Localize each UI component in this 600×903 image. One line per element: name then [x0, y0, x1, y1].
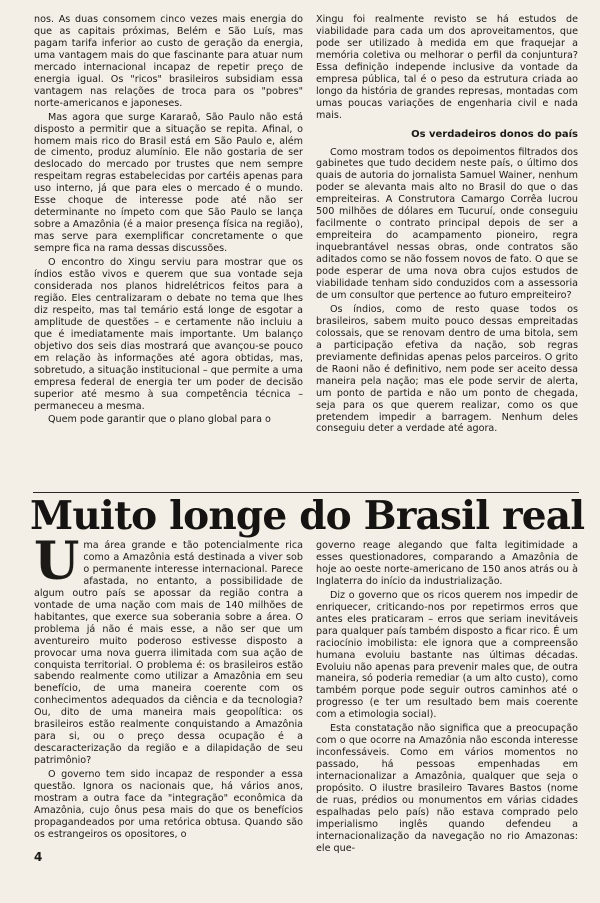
paragraph: Mas agora que surge Kararaô, São Paulo não está disposto a permitir que a situação se repita. Afinal, o homem mais rico do Brasil está em São Paulo e, além de cimento, produz alumínio. Ele não gostaria de ser deslocado do mercado por trustes que nem sempre respeitam regras estabelecidas por cartéis apenas para uso interno, já que para eles o mercado é o mundo. Esse choque de interesse pode até não ser determinante no ímpeto com que São Paulo se lança sobre a Amazônia (é a maior presença física na região), mas serve para exemplificar concretamente o que sempre fica na rama dessas discussões.	[34, 111, 303, 255]
paragraph: Diz o governo que os ricos querem nos impedir de enriquecer, criticando-nos por repetirmos erros que antes eles praticaram – erros que seriam inevitáveis para qualquer país também disposto a ficar rico. É um raciocínio imobilista: ele ignora que a compreensão humana evoluiu bastante nas últimas décadas. Evoluiu não apenas para prevenir males que, de outra maneira, só poderia remediar (a um alto custo), como também porque pode seguir outros caminhos até o progresso (e ter um resultado bem mais coerente com a etimologia social).	[316, 589, 578, 721]
article-column-top-left	[34, 14, 303, 426]
paragraph: nos. As duas consomem cinco vezes mais energia do que as capitais próximas, Belém e São Luís, mas pagam tarifa inferior ao custo de geração da energia, uma vantagem mais do que fascinante para atuar num mercado internacional incapaz de repetir preço de energia igual. Os "ricos" brasileiros subsidiam essa vantagem nas relações de troca para os "pobres" norte-americanos e japoneses.	[34, 14, 303, 109]
page-number: 4	[34, 850, 43, 864]
section-subheading: Os verdadeiros donos do país	[411, 128, 578, 140]
article-column-top-right	[316, 14, 578, 435]
paragraph: Os índios, como de resto quase todos os brasileiros, sabem muito pouco dessas empreitadas colossais, que se renovam dentro de uma bitola, sem a participação efetiva da nação, sob regras previamente definidas apenas pelos parceiros. O grito de Raoni não é definitivo, nem pode ser aceito dessa maneira pela nação; mas ele pode servir de alerta, um ponto de partida e não um ponto de chegada, seja para os que querem realizar, como os que pretendem impedir a barragem. Nenhum deles conseguiu deter a verdade até agora.	[316, 303, 578, 435]
article-headline: Muito longe do Brasil real	[30, 493, 585, 539]
paragraph: O encontro do Xingu serviu para mostrar que os índios estão vivos e querem que sua vontade seja considerada nos planos hidrelétricos feitos para a região. Eles centralizaram o debate no tema que lhes diz respeito, mas tal temário está longe de esgotar a amplitude de questões – e certamente não incluiu a que é imediatamente mais importante. Um balanço objetivo dos seis dias mostrará que avançou-se pouco em relação às informações até agora obtidas, mas, sobretudo, a situação institucional – que permite a uma empresa federal de energia ter um poder de decisão superior até mesmo à sua competência técnica – permaneceu a mesma.	[34, 257, 303, 412]
paragraph: Esta constatação não significa que a preocupação com o que ocorre na Amazônia não esconda interesse inconfessáveis. Como em vários momentos no passado, há pessoas empenhadas em internacionalizar a Amazônia, qualquer que seja o propósito. O ilustre brasileiro Tavares Bastos (nome de ruas, prédios ou monumentos em várias cidades espalhadas pelo país) não estava comprado pelo imperialismo inglês quando defendeu a internacionalização da navegação no rio Amazonas: ele que-	[316, 723, 578, 854]
paragraph: Como mostram todos os depoimentos filtrados dos gabinetes que tudo decidem neste país, o último dos quais de autoria do jornalista Samuel Wainer, nenhum poder se alevanta mais alto no Brasil do que o das empreiteiras. A Construtora Camargo Corrêa lucrou 500 milhões de dólares em Tucuruí, onde conseguiu facilmente o contrato principal depois de ser a empreiteira do acampamento pioneiro, regra inquebrantável nessas obras, onde contratos são aditados como se não fossem novos de fato. O que se pode esperar de uma nova obra cujos estudos de viabilidade tenham sido conduzidos com a assessoria de um consultor que pertence ao futuro empreiteiro?	[316, 146, 578, 301]
paragraph: governo reage alegando que falta legitimidade a esses questionadores, comparando a Amazônia de hoje ao oeste norte-americano de 150 anos atrás ou à Inglaterra do início da industrialização.	[316, 540, 578, 587]
article-column-bottom-left	[34, 531, 303, 841]
paragraph: O governo tem sido incapaz de responder a essa questão. Ignora os nacionais que, há vários anos, mostram a outra face da "integração" econômica da Amazônia, cujo ônus pesa mais do que os benefícios propagandeados por uma retórica obtusa. Quando são os estrangeiros os opositores, o	[34, 769, 303, 840]
drop-cap: U	[34, 531, 80, 592]
lead-text: ma área grande e tão potencialmente rica como a Amazônia está destinada a viver sob o permanente interesse internacional. Parece afastada, no entanto, a possibilidade de algum outro país se apossar da região contra a vontade de uma nação com mais de 140 milhões de habitantes, que exerce sua soberania sobre a área. O problema já não é mais esse, a não ser que um aventureiro muito poderoso estivesse disposto a provocar uma nova guerra ilimitada com sua ação de conquista territorial. O problema é: os brasileiros estão sabendo realmente como utilizar a Amazônia em seu benefício, de uma maneira coerente com os conhecimentos adequados da ciência e da tecnologia? Ou, dito de uma maneira mais geopolítica: os brasileiros estão realmente conquistando a Amazônia para si, ou o preço dessa ocupação é a descaracterização da região e a dilapidação de seu patrimônio?	[34, 540, 303, 767]
lead-paragraph	[34, 531, 303, 767]
paragraph: Xingu foi realmente revisto se há estudos de viabilidade para cada um dos aproveitamentos, que pode ser utilizado à medida em que fraquejar a memória coletiva ou melhorar o perfil da conjuntura? Essa definição independe inclusive da vontade da empresa pública, tal é o peso da estrutura criada ao longo da história de grandes represas, montadas com umas poucas variações de engenharia civil e nada mais.	[316, 14, 578, 121]
article-column-bottom-right	[316, 540, 578, 855]
paragraph: Quem pode garantir que o plano global para o	[48, 414, 271, 426]
